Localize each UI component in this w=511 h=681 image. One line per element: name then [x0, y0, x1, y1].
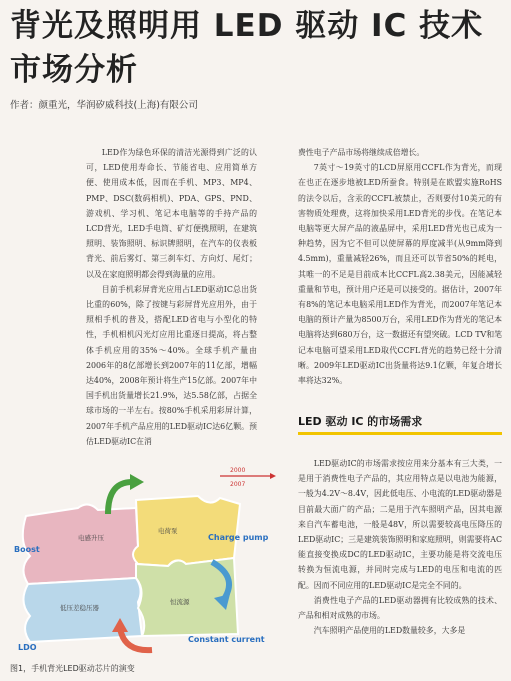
constant-current-cn-label: 恒流源	[170, 598, 190, 606]
article-title: 背光及照明用 LED 驱动 IC 技术市场分析	[10, 8, 484, 88]
paragraph: 7英寸～19英寸的LCD屏原用CCFL作为背光，而现在也正在逐步地被LED所蚕食。特别是在欧盟实施RoHS的法令以后，含汞的CCFL被禁止，否则要付10美元的有害物质处理费，这将加快采用LED背光的步伐。在笔记本电脑等更大屏产品的液晶屏中，采用LED背光也已成为一种趋势，因为它不但可以使屏幕的厚度减半(从9mm降到4.5mm)，重量减轻26%，而且还可以节省50%的耗电，其唯一的不足是目前成本比CCFL高2.38美元，因能减轻重量和节电，预计用户还是可以接受的。据估计，2007年有8%的笔记本电脑采用LED作为背光，而2007年笔记本电脑的预计产量为8500万台，采用LED作为背光的笔记本电脑将达到680万台，这一数据还有望突破。LCD TV和笔记本电脑可望采用LED取代CCFL背光的趋势已经十分清晰。2009年LED驱动IC出货量将达9.1亿颗，年复合增长率将达32%。	[298, 163, 502, 386]
charge-pump-label: Charge pump	[208, 533, 269, 542]
paragraph: 目前手机彩屏背光应用占LED驱动IC总出货比重的60%，除了按键与彩屏背光应用外，由于照相手机的普及，搭配LED省电与小型化的特性，手机相机闪光灯应用比重逐日提高，将占整体手机应用的35%～40%。全球手机产量由2006年的8亿部增长到2007年的11亿部，增幅达40%，2008年预计将生产15亿部。2007年中国手机出货量增长21.9%，达5.58亿部，占据全球市场的一半左右。按80%手机采用彩屏计算，2007年手机产品应用的LED驱动IC达6亿颗。预估LED驱动IC在消	[86, 284, 257, 446]
right-column	[298, 145, 502, 388]
paragraph: 汽车照明产品使用的LED数量较多，大多是	[313, 626, 466, 636]
inductor-boost-label: 电感升压	[78, 534, 104, 542]
section-underline	[298, 432, 502, 435]
boost-label: Boost	[14, 545, 40, 554]
paragraph: 消费性电子产品的LED驱动器拥有比较成熟的技术、产品和相对成熟的市场。	[298, 595, 502, 621]
puzzle-piece-charge-pump	[133, 496, 240, 566]
year-timeline	[220, 467, 276, 488]
section-heading: LED 驱动 IC 的市场需求	[298, 415, 423, 428]
paragraph: LED驱动IC的市场需求按应用来分基本有三大类，一是用于消费性电子产品的，其应用特点是以电池为能源，一般为4.2V～8.4V，因此低电压、小电流的LED驱动器是目前最大面广的产品；二是用于汽车照明产品，因其电源来自汽车蓄电池，一般是48V，所以需要较高电压降压的LED驱动IC；三是建筑装饰照明和家庭照明，则需要将AC能直接变换成DC的LED驱动IC，主要功能是将交流电压转换为恒流电源，并同时完成与LED的电压和电流的匹配。因而不同应用的LED驱动IC是完全不同的。	[298, 459, 502, 590]
year-label: 2007	[230, 481, 246, 488]
puzzle-piece-boost	[23, 504, 140, 584]
paragraph: LED作为绿色环保的清洁光源得到广泛的认可，LED使用寿命长、节能省电、应用简单方便、使用成本低，因而在手机、MP3、MP4、PMP、DSC(数码相机)、PDA、GPS、PND、游戏机、学习机、笔记本电脑等的手持产品的LCD背光，LED手电筒、矿灯便携照明，在建筑照明、装饰照明、标识牌照明，在汽车的仪表板背光、前后雾灯、第三刹车灯、方向灯、尾灯；以及在家庭照明都会得到海量的应用。	[86, 148, 257, 279]
ldo-label: LDO	[18, 643, 37, 652]
left-column	[86, 145, 257, 449]
paragraph: 费性电子产品市场将继续成倍增长。	[298, 148, 425, 157]
figure-caption: 图1，手机背光LED驱动芯片的演变	[10, 664, 135, 673]
charge-pump-cn-label: 电荷泵	[158, 527, 178, 535]
year-label: 2000	[230, 467, 246, 474]
puzzle-figure	[8, 438, 288, 660]
author-line: 作者：颜重光，华润矽威科技(上海)有限公司	[10, 100, 198, 111]
constant-current-label: Constant current	[188, 635, 265, 644]
section-body	[298, 456, 502, 638]
ldo-cn-label: 低压差稳压器	[60, 604, 99, 612]
green-arrowhead-icon	[130, 474, 144, 490]
